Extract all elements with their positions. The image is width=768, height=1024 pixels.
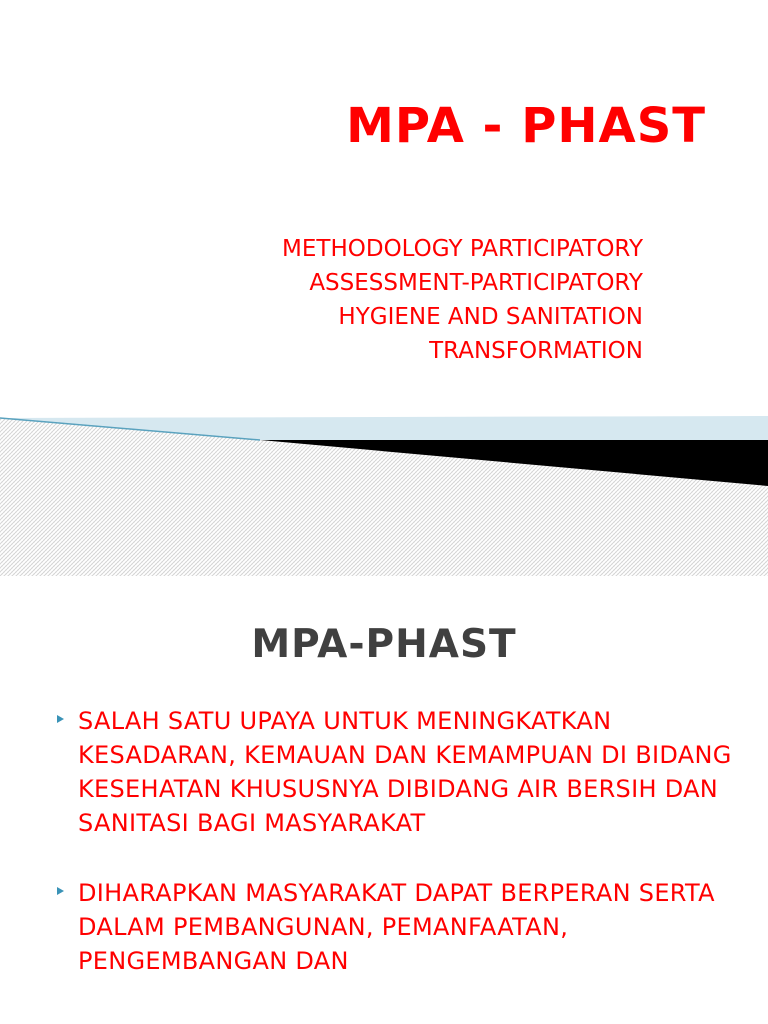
list-item bbox=[52, 704, 752, 840]
bullet-list bbox=[52, 704, 752, 1014]
slide-title: MPA - PHAST bbox=[346, 98, 706, 154]
subtitle-line: ASSESSMENT-PARTICIPATORY bbox=[309, 270, 643, 296]
slide-subtitle bbox=[282, 232, 643, 368]
decorative-band bbox=[0, 400, 768, 576]
subtitle-line: HYGIENE AND SANITATION bbox=[338, 304, 643, 330]
bullet-arrow-icon bbox=[57, 715, 64, 723]
content-slide bbox=[0, 576, 768, 1024]
bullet-text: DIHARAPKAN MASYARAKAT DAPAT BERPERAN SERTA DALAM PEMBANGUNAN, PEMANFAATAN, PENGEMBANGAN DAN bbox=[78, 879, 715, 975]
list-item bbox=[52, 876, 752, 978]
subtitle-line: METHODOLOGY PARTICIPATORY bbox=[282, 236, 643, 262]
subtitle-line: TRANSFORMATION bbox=[429, 338, 643, 364]
bullet-arrow-icon bbox=[57, 887, 64, 895]
slide-heading: MPA-PHAST bbox=[251, 622, 517, 667]
bullet-text: SALAH SATU UPAYA UNTUK MENINGKATKAN KESADARAN, KEMAUAN DAN KEMAMPUAN DI BIDANG KESEHATAN KHUSUSNYA DIBIDANG AIR BERSIH DAN SANITASI BAGI MASYARAKAT bbox=[78, 707, 732, 837]
